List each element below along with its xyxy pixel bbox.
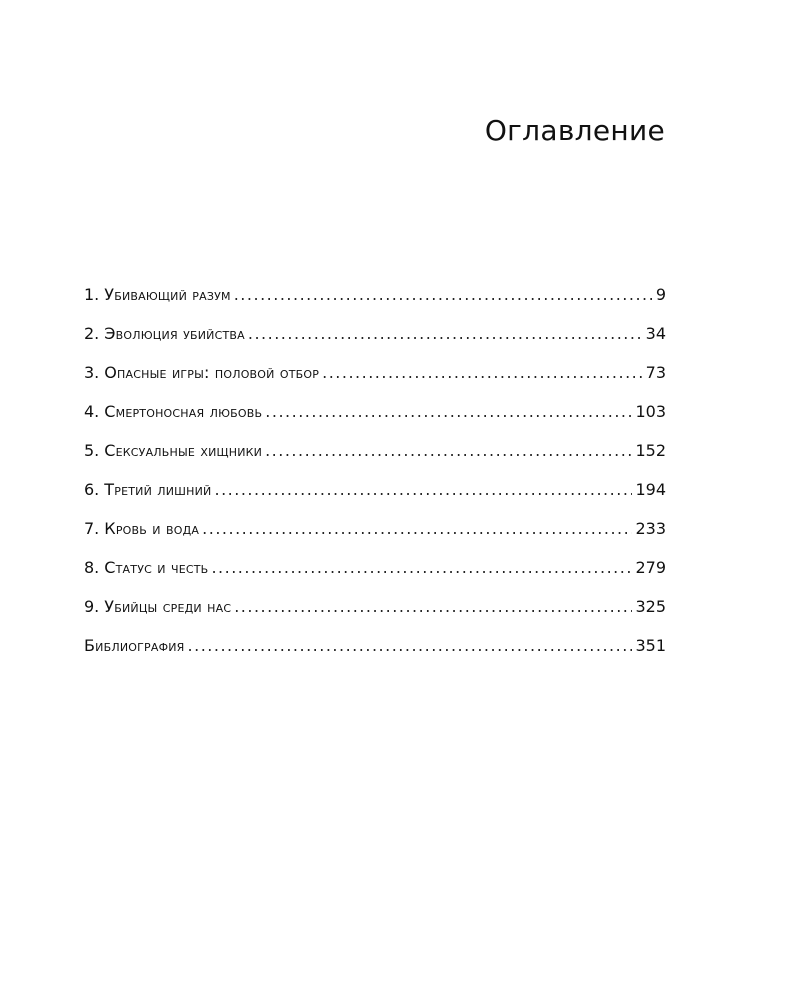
toc-entry-page: 73 xyxy=(645,363,666,382)
toc-entry-page: 103 xyxy=(635,402,666,421)
toc-entry-page: 325 xyxy=(635,597,666,616)
toc-entry[interactable] xyxy=(84,323,666,362)
toc-entry-page: 351 xyxy=(635,636,666,655)
dot-leader xyxy=(234,596,632,618)
toc-entry-number: 5. xyxy=(84,441,100,460)
toc-entry[interactable] xyxy=(84,284,666,323)
toc-entry-number: 8. xyxy=(84,558,100,577)
toc-entry-title: Статус и честь xyxy=(104,558,209,577)
toc-entry-number: 7. xyxy=(84,519,100,538)
toc-entry[interactable] xyxy=(84,440,666,479)
page-title: Оглавление xyxy=(484,114,665,147)
dot-leader xyxy=(248,323,643,345)
dot-leader xyxy=(265,440,632,462)
dot-leader xyxy=(202,518,632,540)
toc-entry[interactable] xyxy=(84,557,666,596)
toc-entry-title: Убийцы среди нас xyxy=(104,597,232,616)
dot-leader xyxy=(214,479,632,501)
toc-entry-title: Смертоносная любовь xyxy=(104,402,263,421)
toc-entry-title: Опасные игры: половой отбор xyxy=(104,363,320,382)
toc-entry-title: Сексуальные хищники xyxy=(104,441,263,460)
toc-entry-number: 9. xyxy=(84,597,100,616)
toc-entry-page: 194 xyxy=(635,480,666,499)
dot-leader xyxy=(265,401,632,423)
toc-entry-page: 233 xyxy=(635,519,666,538)
toc-entry-page: 34 xyxy=(645,324,666,343)
toc-entry-number: 6. xyxy=(84,480,100,499)
table-of-contents xyxy=(84,284,666,674)
toc-entry-title: Убивающий разум xyxy=(104,285,231,304)
dot-leader xyxy=(322,362,643,384)
toc-entry[interactable] xyxy=(84,479,666,518)
toc-entry-number: 3. xyxy=(84,363,100,382)
toc-entry-page: 152 xyxy=(635,441,666,460)
toc-entry[interactable] xyxy=(84,518,666,557)
toc-entry[interactable] xyxy=(84,362,666,401)
toc-entry-page: 9 xyxy=(655,285,666,304)
toc-entry-page: 279 xyxy=(635,558,666,577)
toc-entry-title: Кровь и вода xyxy=(104,519,200,538)
dot-leader xyxy=(211,557,632,579)
toc-entry[interactable] xyxy=(84,596,666,635)
toc-entry[interactable] xyxy=(84,635,666,674)
toc-entry-number: 4. xyxy=(84,402,100,421)
toc-entry[interactable] xyxy=(84,401,666,440)
dot-leader xyxy=(234,284,653,306)
toc-entry-title: Библиография xyxy=(84,636,185,655)
toc-entry-title: Эволюция убийства xyxy=(104,324,245,343)
toc-entry-title: Третий лишний xyxy=(104,480,212,499)
toc-entry-number: 1. xyxy=(84,285,100,304)
dot-leader xyxy=(188,635,633,657)
toc-entry-number: 2. xyxy=(84,324,100,343)
